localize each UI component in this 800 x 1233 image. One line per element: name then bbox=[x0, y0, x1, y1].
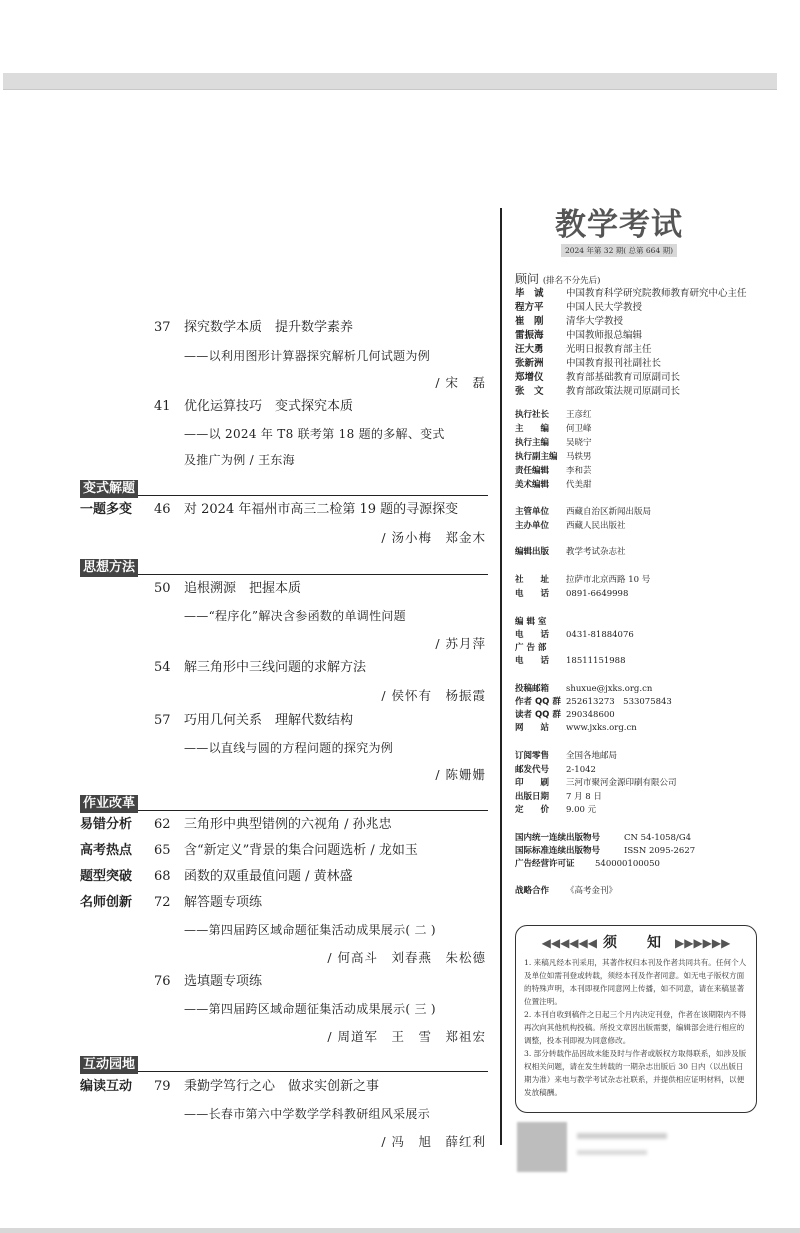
article-author: / 陈姗姗 bbox=[435, 767, 486, 782]
notice-item: 2. 本刊自收到稿件之日起三个月内决定刊登，作者在该期限内不得再次向其他机构投稿。所投文章因出版需要，编辑部会进行相应的调整，投本刊即视为同意修改。 bbox=[524, 1010, 747, 1045]
column-name: 题型突破 bbox=[80, 869, 133, 884]
section-label: 互动园地 bbox=[80, 1056, 138, 1074]
email-value[interactable]: shuxue@jxks.org.cn bbox=[566, 684, 653, 694]
staff-role: 美术编辑 bbox=[515, 480, 550, 490]
section-label: 作业改革 bbox=[80, 795, 138, 813]
article-author: / 苏月萍 bbox=[435, 636, 486, 651]
page-number: 65 bbox=[154, 843, 171, 858]
staff-role: 执行副主编 bbox=[515, 452, 558, 462]
distribution-label: 订阅零售 bbox=[515, 751, 550, 761]
page-number: 50 bbox=[154, 581, 171, 596]
left-arrows-icon: ◀◀◀◀◀◀ bbox=[541, 936, 597, 950]
advisor-name: 张 文 bbox=[515, 386, 544, 397]
advisor-role: 教育部政策法规司原副司长 bbox=[566, 386, 681, 397]
office-label: 广 告 部 bbox=[515, 643, 547, 653]
website-link[interactable]: www.jxks.org.cn bbox=[566, 723, 637, 733]
advisor-role: 中国教育科学研究院教师教育研究中心主任 bbox=[566, 288, 747, 299]
staff-name: 吴晓宁 bbox=[566, 438, 592, 448]
article-title: 优化运算技巧 变式探究本质 bbox=[184, 399, 354, 414]
advisor-role: 中国人民大学教授 bbox=[566, 302, 643, 313]
right-arrows-icon: ▶▶▶▶▶▶ bbox=[675, 936, 731, 950]
advisor-role: 中国教育报刊社副社长 bbox=[566, 358, 662, 369]
article-subtitle: ——第四届跨区域命题征集活动成果展示( 三 ) bbox=[184, 1002, 436, 1016]
notice-header bbox=[524, 932, 748, 952]
staff-name: 何卫峰 bbox=[566, 424, 592, 434]
advisor-name: 汪大勇 bbox=[515, 344, 544, 355]
bottom-bar bbox=[0, 1228, 800, 1233]
masthead-column bbox=[515, 0, 765, 1233]
article-title: 对 2024 年福州市高三二检第 19 题的寻源探变 bbox=[184, 502, 459, 517]
phone-value: 0431-81884076 bbox=[566, 630, 634, 640]
section-header bbox=[80, 556, 488, 575]
staff-role: 责任编辑 bbox=[515, 466, 550, 476]
article-subtitle: ——以利用图形计算器探究解析几何试题为例 bbox=[184, 349, 431, 363]
notice-box bbox=[515, 925, 757, 1113]
column-name: 一题多变 bbox=[80, 502, 133, 517]
advisors-note: (排名不分先后) bbox=[542, 276, 601, 286]
column-name: 高考热点 bbox=[80, 843, 133, 858]
magazine-logo: 教学考试 bbox=[555, 207, 683, 243]
distribution-value: 全国各地邮局 bbox=[566, 751, 618, 761]
phone-label: 电 话 bbox=[515, 630, 550, 640]
section-header bbox=[80, 477, 488, 496]
column-name: 编读互动 bbox=[80, 1079, 133, 1094]
phone-label: 电 话 bbox=[515, 589, 550, 599]
column-divider bbox=[500, 208, 502, 1145]
article-subtitle: ——第四届跨区域命题征集活动成果展示( 二 ) bbox=[184, 923, 436, 937]
contact-label: 作者 QQ 群 bbox=[515, 697, 561, 707]
notice-title: 须 知 bbox=[603, 935, 669, 951]
org-value: 西藏人民出版社 bbox=[566, 521, 626, 531]
article-title: 三角形中典型错例的六视角 / 孙兆忠 bbox=[184, 817, 392, 832]
contact-label: 读者 QQ 群 bbox=[515, 710, 561, 720]
org-label: 主办单位 bbox=[515, 521, 550, 531]
article-author: / 冯 旭 薛红利 bbox=[381, 1134, 486, 1149]
article-author: / 侯怀有 杨振霞 bbox=[381, 688, 486, 703]
section-label: 思想方法 bbox=[80, 559, 138, 577]
advisors-heading bbox=[515, 270, 600, 287]
advisor-name: 雷振海 bbox=[515, 330, 544, 341]
distribution-value: 2-1042 bbox=[566, 765, 596, 775]
page-number: 57 bbox=[154, 713, 171, 728]
staff-role: 执行主编 bbox=[515, 438, 550, 448]
advisor-name: 崔 刚 bbox=[515, 316, 544, 327]
section-header bbox=[80, 1053, 488, 1072]
masthead bbox=[554, 207, 684, 257]
section-header bbox=[80, 792, 488, 811]
issue-number: 2024 年第 32 期( 总第 664 期) bbox=[561, 244, 677, 257]
page-number: 46 bbox=[154, 502, 171, 517]
phone-value: 0891-6649998 bbox=[566, 589, 629, 599]
contact-label: 投稿邮箱 bbox=[515, 684, 550, 694]
partner-label: 战略合作 bbox=[515, 886, 550, 896]
article-title: 秉勤学笃行之心 做求实创新之事 bbox=[184, 1079, 380, 1094]
phone-value: 18511151988 bbox=[566, 656, 626, 666]
serial-value: CN 54-1058/G4 bbox=[624, 833, 692, 843]
staff-role: 主 编 bbox=[515, 424, 550, 434]
article-subtitle: 及推广为例 / 王东海 bbox=[184, 453, 295, 467]
staff-name: 代美甜 bbox=[566, 480, 592, 490]
page-number: 79 bbox=[154, 1079, 171, 1094]
qr-caption-blurred bbox=[577, 1133, 667, 1139]
advisor-role: 教育部基础教育司原副司长 bbox=[566, 372, 681, 383]
org-label: 主管单位 bbox=[515, 507, 550, 517]
article-author: / 汤小梅 郑金木 bbox=[381, 530, 486, 545]
page-number: 62 bbox=[154, 817, 171, 832]
article-subtitle: ——以直线与圆的方程问题的探究为例 bbox=[184, 741, 394, 755]
phone-label: 电 话 bbox=[515, 656, 550, 666]
page-number: 68 bbox=[154, 869, 171, 884]
partner-value: 《高考金刊》 bbox=[566, 886, 618, 896]
advisor-name: 张新洲 bbox=[515, 358, 544, 369]
article-title: 巧用几何关系 理解代数结构 bbox=[184, 713, 354, 728]
distribution-value: 三河市聚河金源印刷有限公司 bbox=[566, 778, 677, 788]
org-value: 西藏自治区新闻出版局 bbox=[566, 507, 652, 517]
article-title: 选填题专项练 bbox=[184, 974, 263, 989]
serial-label: 国际标准连续出版物号 bbox=[515, 846, 601, 856]
advisor-name: 郑增仪 bbox=[515, 372, 544, 383]
distribution-label: 印 刷 bbox=[515, 778, 550, 788]
serial-label: 国内统一连续出版物号 bbox=[515, 833, 601, 843]
address-label: 社 址 bbox=[515, 575, 550, 585]
qr-caption-blurred bbox=[577, 1150, 647, 1155]
publisher-label: 编辑出版 bbox=[515, 547, 550, 557]
page-number: 76 bbox=[154, 974, 171, 989]
advisor-role: 清华大学教授 bbox=[566, 316, 624, 327]
article-title: 解三角形中三线问题的求解方法 bbox=[184, 660, 367, 675]
serial-label: 广告经营许可证 bbox=[515, 859, 575, 869]
qr-code-icon[interactable] bbox=[517, 1122, 567, 1172]
notice-body bbox=[524, 956, 750, 1099]
staff-name: 马轶男 bbox=[566, 452, 592, 462]
address-value: 拉萨市北京西路 10 号 bbox=[566, 575, 651, 585]
staff-name: 李和芸 bbox=[566, 466, 592, 476]
office-label: 编 辑 室 bbox=[515, 617, 547, 627]
article-author: / 宋 磊 bbox=[435, 375, 486, 390]
section-label: 变式解题 bbox=[80, 480, 138, 498]
notice-item: 1. 来稿凡经本刊采用，其著作权归本刊及作者共同共有。任何个人及单位如需刊登或转载，须经本刊及作者同意。如无电子版权方面的特殊声明，本刊即视作同意网上传播，如不同意，请在来稿显著位置注明。 bbox=[524, 958, 747, 1006]
distribution-label: 邮发代号 bbox=[515, 765, 550, 775]
contact-value: 290348600 bbox=[566, 710, 615, 720]
article-subtitle: ——以 2024 年 T8 联考第 18 题的多解、变式 bbox=[184, 427, 445, 441]
article-title: 探究数学本质 提升数学素养 bbox=[184, 320, 354, 335]
distribution-value: 9.00 元 bbox=[566, 805, 597, 815]
article-title: 含“新定义”背景的集合问题选析 / 龙如玉 bbox=[184, 843, 418, 858]
contact-value: 252613273 533075843 bbox=[566, 697, 672, 707]
contact-label: 网 站 bbox=[515, 723, 550, 733]
staff-name: 王彦红 bbox=[566, 410, 592, 420]
advisors-title: 顾问 bbox=[515, 272, 540, 286]
table-of-contents bbox=[80, 0, 490, 1233]
publisher-value: 教学考试杂志社 bbox=[566, 547, 626, 557]
article-title: 函数的双重最值问题 / 黄林盛 bbox=[184, 869, 353, 884]
article-title: 追根溯源 把握本质 bbox=[184, 581, 302, 596]
distribution-value: 7 月 8 日 bbox=[566, 792, 602, 802]
notice-item: 3. 部分转载作品因故未能及时与作者或版权方取得联系，如涉及版权相关问题，请在发生转载的一期杂志出版后 30 日内（以出版日期为准）来电与教学考试杂志社联系，并提供相应证明材料，以便发放稿酬。 bbox=[524, 1049, 747, 1097]
page-number: 41 bbox=[154, 399, 171, 414]
article-author: / 何高斗 刘春燕 朱松德 bbox=[327, 950, 486, 965]
serial-value: ISSN 2095-2627 bbox=[624, 846, 696, 856]
article-author: / 周道军 王 雪 郑祖宏 bbox=[327, 1029, 486, 1044]
advisor-name: 毕 诚 bbox=[515, 288, 544, 299]
serial-value: 540000100050 bbox=[595, 859, 660, 869]
column-name: 名师创新 bbox=[80, 895, 133, 910]
advisor-name: 程方平 bbox=[515, 302, 544, 313]
page-number: 54 bbox=[154, 660, 171, 675]
distribution-label: 出版日期 bbox=[515, 792, 550, 802]
staff-role: 执行社长 bbox=[515, 410, 550, 420]
distribution-label: 定 价 bbox=[515, 805, 550, 815]
advisor-role: 光明日报教育部主任 bbox=[566, 344, 652, 355]
article-subtitle: ——“程序化”解决含参函数的单调性问题 bbox=[184, 609, 406, 623]
article-title: 解答题专项练 bbox=[184, 895, 263, 910]
page-number: 72 bbox=[154, 895, 171, 910]
column-name: 易错分析 bbox=[80, 817, 133, 832]
page-number: 37 bbox=[154, 320, 171, 335]
advisor-role: 中国教师报总编辑 bbox=[566, 330, 643, 341]
article-subtitle: ——长春市第六中学数学学科教研组风采展示 bbox=[184, 1107, 431, 1121]
